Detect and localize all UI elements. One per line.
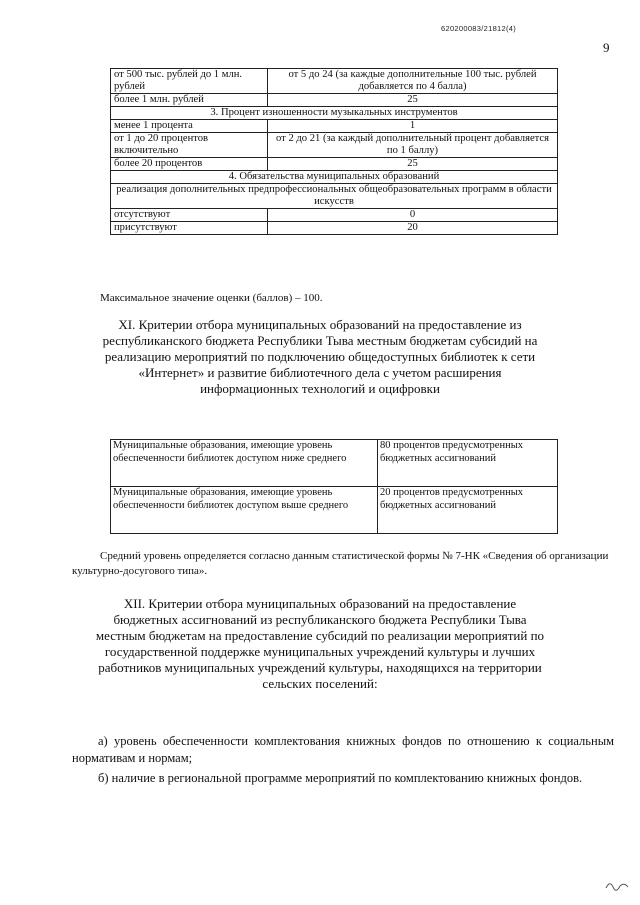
table-cell: присутствуют	[111, 222, 268, 235]
table-cell: от 2 до 21 (за каждый дополнительный процент добавляется по 1 баллу)	[268, 133, 558, 158]
criteria-score-table	[110, 68, 558, 235]
table-cell: 80 процентов предусмотренных бюджетных ассигнований	[378, 440, 558, 487]
document-id: 620200083/21812(4)	[441, 24, 517, 33]
section-xii-title: XII. Критерии отбора муниципальных образований на предоставление бюджетных ассигнований из республиканского бюджета Республики Тыва местным бюджетам на предоставление субсидий по реализации мероприятий по государственной поддержке муниципальных учреждений культуры и лучших работников муниципальных учреждений культуры, находящихся на территории сельских поселений:	[95, 596, 545, 691]
table-row	[111, 133, 558, 158]
table-row	[111, 158, 558, 171]
table-row	[111, 487, 558, 534]
table-section-heading: реализация дополнительных предпрофессиональных общеобразовательных программ в области искусств	[111, 184, 558, 209]
table-cell: более 1 млн. рублей	[111, 94, 268, 107]
table-cell: 25	[268, 158, 558, 171]
table-cell: Муниципальные образования, имеющие уровень обеспеченности библиотек доступом ниже среднего	[111, 440, 378, 487]
max-score-note: Максимальное значение оценки (баллов) – 100.	[100, 292, 323, 304]
average-level-note: Средний уровень определяется согласно данным статистической формы № 7-НК «Сведения об организации культурно-досугового типа».	[72, 550, 609, 577]
table-cell: 1	[268, 120, 558, 133]
table-cell: 25	[268, 94, 558, 107]
table-cell: 20	[268, 222, 558, 235]
table-cell: 0	[268, 209, 558, 222]
table-section-row	[111, 184, 558, 209]
table-section-heading: 3. Процент изношенности музыкальных инструментов	[111, 107, 558, 120]
table-row	[111, 440, 558, 487]
table-cell: менее 1 процента	[111, 120, 268, 133]
table-cell: более 20 процентов	[111, 158, 268, 171]
table-row	[111, 120, 558, 133]
table-cell: Муниципальные образования, имеющие уровень обеспеченности библиотек доступом выше среднего	[111, 487, 378, 534]
table-cell: отсутствуют	[111, 209, 268, 222]
table-cell: от 5 до 24 (за каждые дополнительные 100 тыс. рублей добавляется по 4 балла)	[268, 69, 558, 94]
criterion-a: а) уровень обеспеченности комплектования книжных фондов по отношению к социальным нормативам и нормам;	[72, 734, 614, 765]
page-number: 9	[603, 40, 610, 55]
table-cell: от 500 тыс. рублей до 1 млн. рублей	[111, 69, 268, 94]
table-row	[111, 222, 558, 235]
handwritten-mark	[604, 878, 630, 895]
table-cell: от 1 до 20 процентов включительно	[111, 133, 268, 158]
table-cell: 20 процентов предусмотренных бюджетных ассигнований	[378, 487, 558, 534]
table-section-row	[111, 107, 558, 120]
table-row	[111, 94, 558, 107]
library-criteria-table	[110, 439, 558, 534]
table-section-heading: 4. Обязательства муниципальных образований	[111, 171, 558, 184]
table-row	[111, 209, 558, 222]
table-section-row	[111, 171, 558, 184]
table-row	[111, 69, 558, 94]
criterion-b: б) наличие в региональной программе мероприятий по комплектованию книжных фондов.	[98, 771, 583, 785]
section-xi-title: XI. Критерии отбора муниципальных образований на предоставление из республиканского бюджета Республики Тыва местным бюджетам субсидий на реализацию мероприятий по подключению общедоступных библиотек к сети «Интернет» и развитие библиотечного дела с учетом расширения информационных технологий и оцифровки	[102, 317, 538, 396]
